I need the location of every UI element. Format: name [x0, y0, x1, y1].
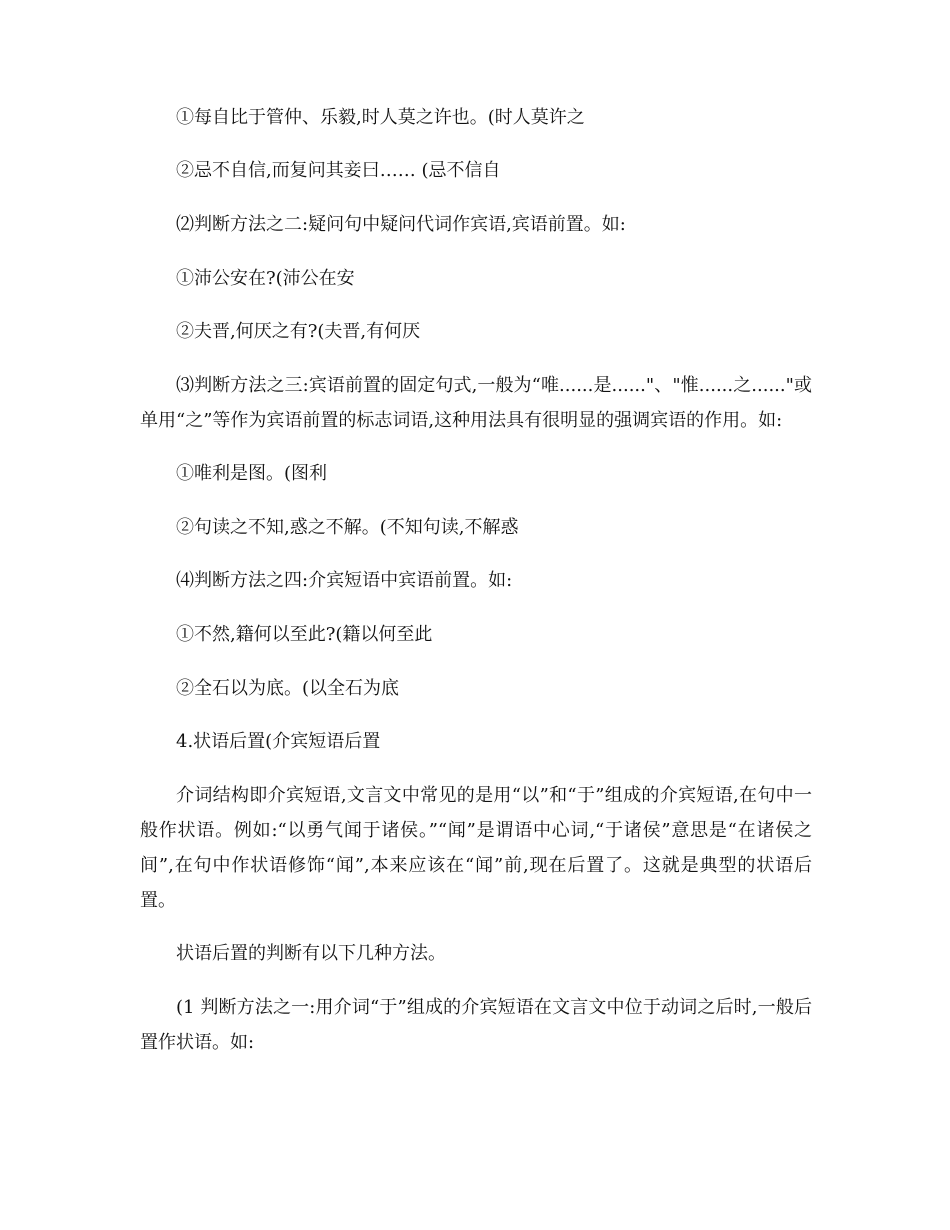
paragraph-example-8: ②全石以为底。(以全石为底: [176, 678, 400, 699]
paragraph-method-4: ⑷判断方法之四:介宾短语中宾语前置。如:: [176, 570, 513, 591]
paragraph-method-1: (1 判断方法之一:用介词“于”组成的介宾短语在文言文中位于动词之后时,一般后置作状语。如:: [140, 997, 812, 1053]
paragraph-judgment-intro: 状语后置的判断有以下几种方法。: [176, 943, 446, 964]
paragraph-example-6: ②句读之不知,惑之不解。(不知句读,不解惑: [176, 517, 519, 538]
paragraph-example-4: ②夫晋,何厌之有?(夫晋,有何厌: [176, 321, 421, 342]
paragraph-example-1: ①每自比于管仲、乐毅,时人莫之许也。(时人莫许之: [176, 107, 585, 128]
paragraph-example-5: ①唯利是图。(图利: [176, 463, 328, 484]
paragraph-method-3: ⑶判断方法之三:宾语前置的固定句式,一般为“唯......是......"、"惟......之......"或单用“之”等作为宾语前置的标志词语,这种用法具有很明显的强调宾语的作用。如:: [140, 375, 812, 431]
paragraph-example-7: ①不然,籍何以至此?(籍以何至此: [176, 624, 433, 645]
paragraph-example-2: ②忌不自信,而复问其妾曰…… (忌不信自: [176, 160, 501, 181]
paragraph-explanation: 介词结构即介宾短语,文言文中常见的是用“以”和“于”组成的介宾短语,在句中一般作状语。例如:“以勇气闻于诸侯。”“闻”是谓语中心词,“于诸侯”意思是“在诸侯之间”,在句中作状语修饰“闻”,本来应该在“闻”前,现在后置了。这就是典型的状语后置。: [140, 785, 812, 911]
section-heading-adverbial-postposition: 4.状语后置(介宾短语后置: [176, 731, 381, 752]
paragraph-method-2: ⑵判断方法之二:疑问句中疑问代词作宾语,宾语前置。如:: [176, 214, 626, 235]
paragraph-example-3: ①沛公安在?(沛公在安: [176, 268, 355, 289]
